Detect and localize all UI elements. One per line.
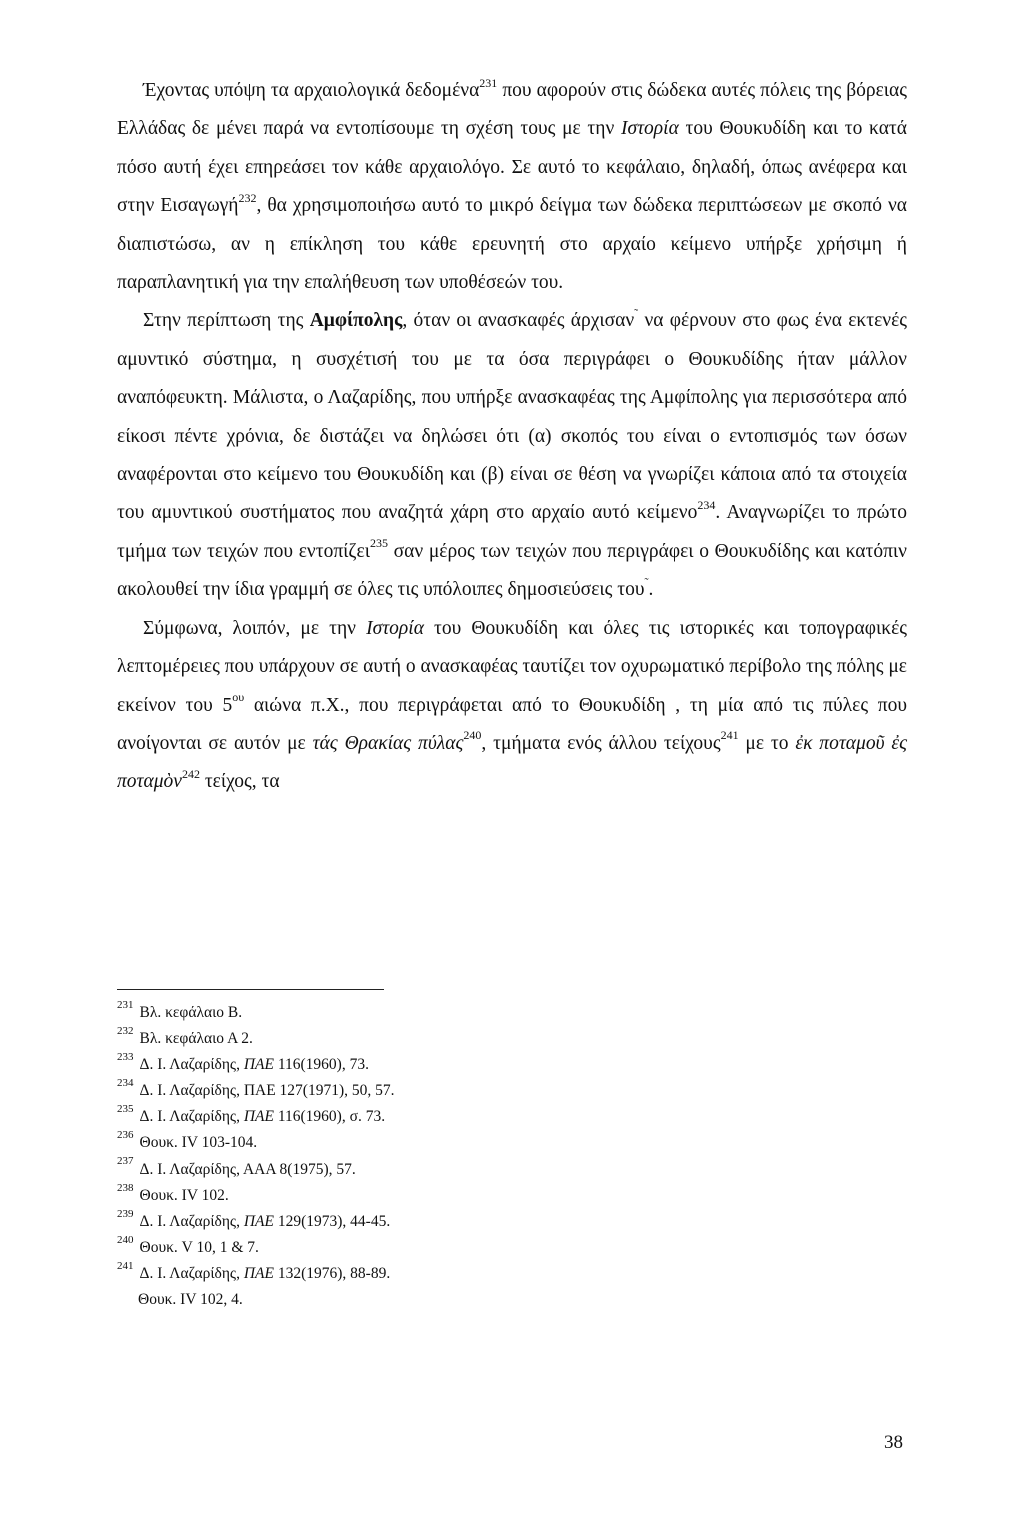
footnote-ref[interactable]: 242 [181, 766, 200, 781]
text-run: τείχος, τα [199, 771, 280, 793]
footnote-text: Θουκ. IV 102. [139, 1186, 229, 1204]
footnote-ref[interactable]: 240 [463, 728, 482, 743]
text-run: Έχοντας υπόψη τα αρχαιολογικά δεδομένα [143, 80, 480, 101]
footnote-text: Δ. Ι. Λαζαρίδης, [139, 1056, 244, 1074]
text-run: , θα χρησιμοποιήσω αυτό το μικρό δείγμα των δώδεκα περιπτώσεων με σκοπό να διαπιστώσω, αν η επίκληση του κάθε ερευνητή στο αρχαίο κείμενο υπήρξε χρήσιμη ή παραπλανητική για την επαλήθευση των υποθέσεών του. [117, 195, 907, 294]
paragraph-3 [117, 610, 907, 802]
footnote-ref[interactable]: 235 [369, 536, 388, 551]
text-run: με το [738, 732, 796, 754]
text-run: του Θουκυδίδη και όλες τις ιστορικές και τοπογραφικές λεπτομέρειες που υπάρχουν σε αυτή ο ανασκαφέας ταυτίζει τον οχυρωματικό περίβολο της πόλης με εκείνον του 5 [117, 617, 907, 716]
bold-place-name: Αμφίπολης [309, 310, 403, 332]
footnote [117, 1104, 717, 1130]
footnote-ref[interactable]: 234 [697, 497, 716, 512]
footnote-text: Δ. Ι. Λαζαρίδης, ΠΑΕ 127(1971), 50, 57. [139, 1082, 395, 1100]
footnote-number: 231 [117, 998, 134, 1011]
footnote-number: 237 [117, 1155, 134, 1168]
footnote-number: 240 [117, 1233, 134, 1246]
footnote [117, 1287, 717, 1313]
text-run: να φέρνουν στο φως ένα εκτενές αμυντικό σύστημα, η συσχέτισή του με τα όσα περιγράφει ο Θουκυδίδης ήταν μάλλον αναπόφευκτη. Μάλιστα, ο Λαζαρίδης, που υπήρξε ανασκαφέας της Αμφίπολης για περισσότερα από είκοσι πέντε χρόνια, δε διστάζει να δηλώσει ότι (α) σκοπός του είναι ο εντοπισμός των όσων αναφέρονται στο κείμενο του Θουκυδίδη και (β) είναι σε θέση να γνωρίζει κάποια από τα στοιχεία του αμυντικού συστήματος που αναζητά χάρη στο αρχαίο αυτό κείμενο [117, 310, 907, 524]
text-run: Σύμφωνα, λοιπόν, με την [143, 617, 367, 639]
paragraph-2 [117, 302, 907, 609]
footnote-number: 232 [117, 1024, 134, 1037]
footnote-text: Θουκ. IV 102, 4. [138, 1291, 243, 1309]
footnote-ref[interactable]: ˜ [634, 305, 639, 320]
italic-title: Ιστορία [620, 118, 679, 140]
main-text [117, 72, 907, 802]
journal-abbrev: ΠΑΕ [243, 1264, 274, 1282]
footnote-ref[interactable]: ˜ [644, 574, 649, 589]
footnote [117, 1000, 717, 1026]
ordinal-suffix: ου [232, 690, 245, 704]
text-run: του Θουκυδίδη και το κατά πόσο αυτή έχει επηρεάσει τον κάθε αρχαιολόγο. Σε αυτό το κεφάλαιο, δηλαδή, όπως ανέφερα και στην Εισαγωγή [117, 118, 907, 217]
footnote [117, 1235, 717, 1261]
footnote-number: 235 [117, 1103, 134, 1116]
footnote [117, 1078, 717, 1104]
text-run: που αφορούν στις δώδεκα αυτές πόλεις της βόρειας Ελλάδας δε μένει παρά να εντοπίσουμε τη σχέση τους με την [117, 80, 907, 140]
page-number: 38 [884, 1432, 903, 1453]
footnote-text: Δ. Ι. Λαζαρίδης, [139, 1108, 244, 1126]
text-run: αιώνα π.Χ., που περιγράφεται από το Θουκυδίδη , τη μία από τις πύλες που ανοίγονται σε αυτόν με [117, 694, 907, 754]
text-run: . Αναγνωρίζει το πρώτο τμήμα των τειχών που εντοπίζει [117, 502, 907, 562]
text-run: . [648, 579, 654, 601]
footnote-number: 241 [117, 1259, 134, 1272]
footnote-text: 132(1976), 88-89. [273, 1264, 391, 1282]
journal-abbrev: ΠΑΕ [243, 1056, 274, 1074]
footnote-text: Θουκ. IV 103-104. [139, 1134, 258, 1152]
footnote-text: Δ. Ι. Λαζαρίδης, [139, 1212, 244, 1230]
footnote-text: Βλ. κεφάλαιο Α 2. [139, 1030, 253, 1048]
footnote-number: 238 [117, 1181, 134, 1194]
italic-greek-quote: ἐκ ποταμοῦ ἐς ποταμὸν [117, 732, 907, 793]
footnote-text: 129(1973), 44-45. [273, 1212, 391, 1230]
footnote-text: Θουκ. V 10, 1 & 7. [139, 1238, 259, 1256]
footnote [117, 1026, 717, 1052]
footnote [117, 1130, 717, 1156]
footnotes-list [117, 1000, 717, 1313]
italic-title: Ιστορία [366, 617, 424, 639]
journal-abbrev: ΠΑΕ [243, 1108, 274, 1126]
footnote-ref[interactable]: 231 [479, 75, 498, 90]
footnote [117, 1261, 717, 1287]
footnote [117, 1183, 717, 1209]
footnote-text: 116(1960), σ. 73. [273, 1108, 386, 1126]
footnote [117, 1209, 717, 1235]
footnote-text: Βλ. κεφάλαιο Β. [139, 1004, 243, 1021]
text-run: , όταν οι ανασκαφές άρχισαν [402, 310, 635, 332]
footnote-number: 234 [117, 1077, 134, 1090]
text-run: Στην περίπτωση της [143, 310, 310, 332]
footnote-text: Δ. Ι. Λαζαρίδης, ΑΑΑ 8(1975), 57. [139, 1160, 356, 1178]
footnote-number: 233 [117, 1051, 134, 1064]
footnote-ref[interactable]: 232 [238, 190, 257, 205]
text-run: σαν μέρος των τειχών που περιγράφει ο Θουκυδίδης και κατόπιν ακολουθεί την ίδια γραμμή σε όλες τις υπόλοιπες δημοσιεύσεις του [117, 540, 907, 601]
footnote-number: 236 [117, 1129, 134, 1142]
text-run: , τμήματα ενός άλλου τείχους [481, 732, 721, 754]
journal-abbrev: ΠΑΕ [243, 1212, 274, 1230]
footnote-text: Δ. Ι. Λαζαρίδης, [139, 1264, 244, 1282]
paragraph-1 [117, 72, 907, 302]
footnote [117, 1052, 717, 1078]
footnote [117, 1157, 717, 1183]
italic-quote: τάς Θρακίας πύλας [312, 732, 464, 754]
footnote-ref[interactable]: 241 [720, 728, 739, 743]
footnote-number: 239 [117, 1207, 134, 1220]
footnote-text: 116(1960), 73. [273, 1056, 369, 1074]
footnote-separator [117, 989, 384, 990]
